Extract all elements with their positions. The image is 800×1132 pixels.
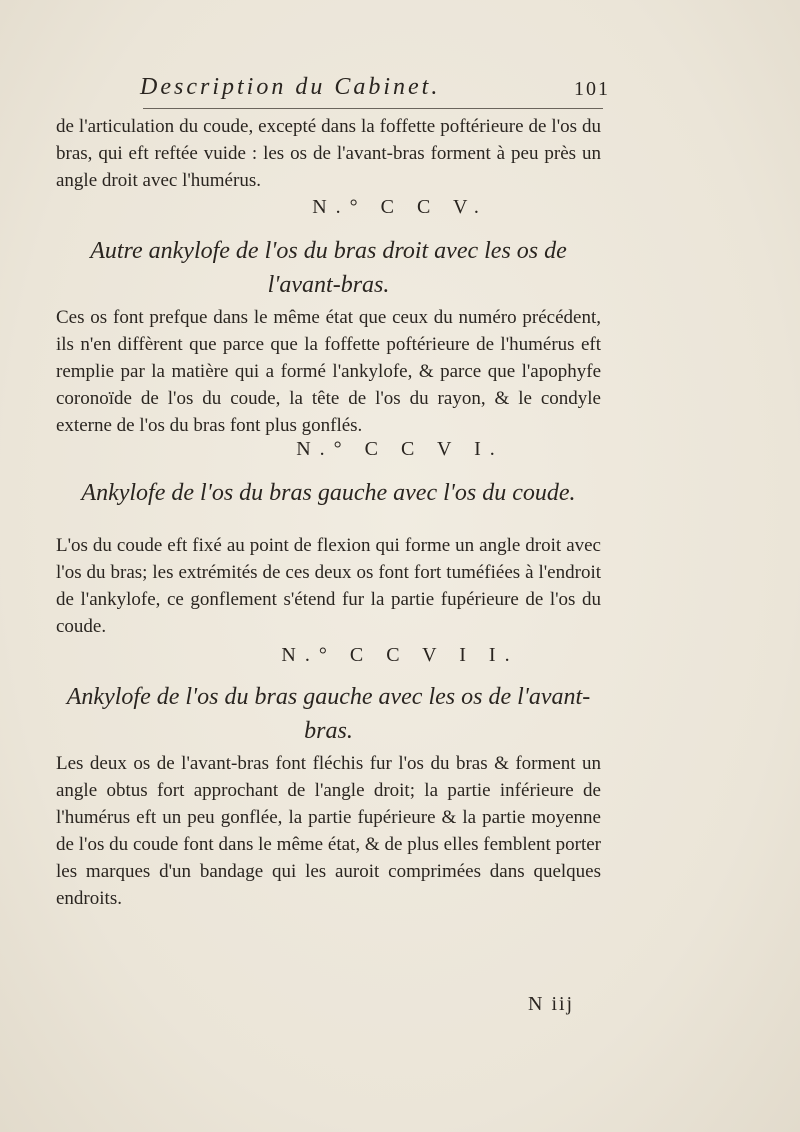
- header-rule: [143, 108, 603, 109]
- page-number: 101: [574, 78, 610, 100]
- entry-number-ccvii: N.° C C V I I.: [281, 644, 519, 666]
- running-title: Description du Cabinet.: [140, 74, 441, 100]
- entry-paragraph-ccv: Ces os font prefque dans le même état que ceux du numéro précédent, ils n'en diffèrent que parce que la foffette poftérieure de l'humérus eft remplie par la matière qui a formé l'ankylofe, & parce que l'apophyfe coronoïde de l'os du coude, la tête de l'os du rayon, & le condyle externe de l'os du bras font plus gonflés.: [56, 307, 601, 436]
- continuation-paragraph: de l'articulation du coude, excepté dans la foffette poftérieure de l'os du bras, qui eft reftée vuide : les os de l'avant-bras forment à peu près un angle droit avec l'humérus.: [56, 116, 601, 191]
- signature-mark: N iij: [528, 993, 575, 1015]
- entry-title-ccv: Autre ankylofe de l'os du bras droit avec les os de l'avant-bras.: [90, 238, 567, 298]
- page-header: [140, 74, 610, 108]
- entry-title-ccvi: Ankylofe de l'os du bras gauche avec l'os du coude.: [81, 480, 576, 506]
- entry-number-ccv: N.° C C V.: [312, 196, 488, 218]
- entry-title-ccvii: Ankylofe de l'os du bras gauche avec les os de l'avant-bras.: [66, 684, 591, 744]
- entry-paragraph-ccvi: L'os du coude eft fixé au point de flexion qui forme un angle droit avec l'os du bras; les extrémités de ces deux os font fort tuméfiées à l'endroit de l'ankylofe, ce gonflement s'étend fur la partie fupérieure de l'os du coude.: [56, 535, 601, 637]
- entry-paragraph-ccvii: Les deux os de l'avant-bras font fléchis fur l'os du bras & forment un angle obtus fort approchant de l'angle droit; la partie inférieure de l'humérus eft un peu gonflée, la partie fupérieure & la partie moyenne de l'os du coude font dans le même état, & de plus elles femblent porter les marques d'un bandage qui les auroit comprimées dans quelques endroits.: [56, 753, 601, 909]
- entry-number-ccvi: N.° C C V I.: [296, 438, 504, 460]
